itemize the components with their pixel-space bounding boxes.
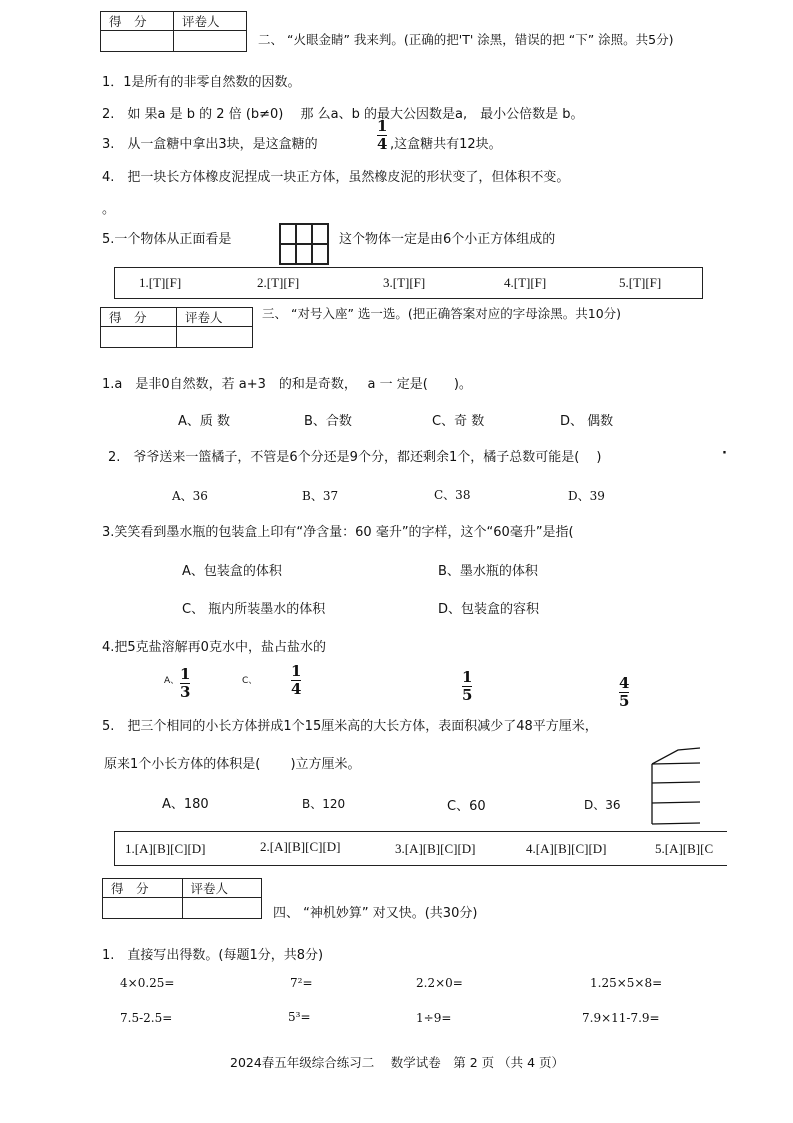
section2-question-3	[102, 133, 318, 152]
q3-option-c: C、 瓶内所装墨水的体积	[182, 602, 326, 617]
fraction-numerator: 1	[462, 668, 473, 686]
score-label: 得 分	[101, 308, 177, 327]
score-label: 得 分	[103, 879, 183, 898]
answer-3-tf[interactable]: 3.[T][F]	[383, 275, 426, 290]
answer-3-abcd[interactable]: 3.[A][B][C][D]	[395, 840, 476, 856]
question-3-text-before: 3. 从一盒糖中拿出3块，是这盒糖的	[102, 137, 318, 152]
fraction-denominator: 4	[377, 135, 388, 153]
stacked-cuboids-figure	[650, 744, 702, 826]
fraction-numerator: 4	[619, 674, 630, 692]
fraction-numerator: 1	[180, 665, 191, 683]
fraction-numerator: 1	[377, 117, 388, 135]
calc-row1-item2: 7²=	[290, 976, 313, 990]
q3-option-d: D、包装盒的容积	[438, 602, 540, 617]
answer-2-tf[interactable]: 2.[T][F]	[257, 275, 300, 290]
answer-5-tf[interactable]: 5.[T][F]	[619, 275, 662, 290]
score-cell[interactable]	[101, 327, 177, 348]
question-3-text-after: ,这盒糖共有12块。	[390, 137, 502, 152]
front-view-grid-figure	[279, 223, 329, 265]
calc-row1-item1: 4×0.25=	[120, 976, 175, 990]
section2-question-1: 1．1是所有的非零自然数的因数。	[102, 75, 301, 90]
q1-option-d: D、 偶数	[560, 414, 614, 429]
section3-question-5-line1: 5. 把三个相同的小长方体拼成1个15厘米高的大长方体，表面积减少了48平方厘米，	[102, 719, 598, 734]
score-table-section3	[100, 307, 253, 348]
page-footer: 2024春五年级综合练习二 数学试卷 第 2 页 （共 4 页）	[230, 1055, 565, 1070]
q5-option-d: D、36	[584, 798, 621, 812]
fraction-one-quarter	[377, 119, 387, 152]
q4-fraction-one-third	[180, 667, 190, 700]
calc-row1-item4: 1.25×5×8=	[590, 976, 663, 990]
answer-4-tf[interactable]: 4.[T][F]	[504, 275, 547, 290]
answer-5-abcd[interactable]: 5.[A][B][C	[655, 840, 714, 856]
q5-option-c: C、60	[447, 799, 486, 814]
section4-question-1: 1. 直接写出得数。(每题1分，共8分)	[102, 948, 324, 963]
grader-cell[interactable]	[182, 898, 262, 919]
q4-fraction-one-fifth	[462, 670, 472, 703]
q2-option-a: A、36	[172, 489, 208, 503]
fraction-denominator: 4	[291, 680, 302, 698]
score-table-section4	[102, 878, 262, 919]
q3-option-b: B、墨水瓶的体积	[438, 564, 538, 579]
calc-row2-item3: 1÷9=	[416, 1011, 452, 1025]
score-table-section2	[100, 11, 247, 52]
answer-1-tf[interactable]: 1.[T][F]	[139, 275, 182, 290]
fraction-denominator: 3	[180, 683, 191, 701]
section2-question-2: 2. 如 果a 是 b 的 2 倍 (b≠0) 那 么a、b 的最大公因数是a, 最小公倍数是 b。	[102, 107, 584, 122]
q4-label-a: A、	[164, 676, 180, 686]
grader-cell[interactable]	[174, 31, 247, 52]
section2-answer-sheet	[114, 267, 703, 299]
q1-option-a: A、质 数	[178, 414, 231, 429]
grader-label: 评卷人	[182, 879, 262, 898]
section3-title: 三、 “对号入座” 选一选。(把正确答案对应的字母涂黑。共10分)	[262, 306, 622, 321]
answer-1-abcd[interactable]: 1.[A][B][C][D]	[125, 840, 206, 856]
section3-question-2: 2. 爷爷送来一篮橘子，不管是6个分还是9个分，都还剩余1个，橘子总数可能是( )	[108, 450, 602, 465]
q4-fraction-one-quarter	[291, 664, 301, 697]
q2-option-d: D、39	[568, 489, 605, 503]
question-5-text-before: 5.一个物体从正面看是	[102, 232, 232, 247]
question-5-text-after: 这个物体一定是由6个小正方体组成的	[339, 232, 556, 247]
section3-answer-sheet	[114, 831, 727, 866]
stray-mark: 。	[102, 202, 116, 217]
calc-row2-item2: 5³=	[288, 1010, 311, 1024]
calc-row2-item4: 7.9×11-7.9=	[582, 1011, 660, 1025]
fraction-denominator: 5	[462, 686, 473, 704]
q1-option-b: B、合数	[304, 414, 352, 429]
q2-option-c: C、38	[434, 488, 471, 502]
q1-option-c: C、奇 数	[432, 414, 485, 429]
section3-question-4: 4.把5克盐溶解再0克水中，盐占盐水的	[102, 640, 326, 655]
stray-dot: ·	[722, 446, 727, 461]
grader-cell[interactable]	[177, 327, 253, 348]
q4-fraction-four-fifths	[619, 676, 629, 709]
q5-option-b: B、120	[302, 797, 346, 811]
section3-question-5-line2: 原来1个小长方体的体积是( )立方厘米。	[104, 757, 361, 772]
section3-question-3: 3.笑笑看到墨水瓶的包装盒上印有“净含量：60 毫升”的字样，这个“60毫升”是指(	[102, 525, 574, 540]
score-label: 得 分	[101, 12, 174, 31]
fraction-numerator: 1	[291, 662, 302, 680]
fraction-denominator: 5	[619, 692, 630, 710]
answer-2-abcd[interactable]: 2.[A][B][C][D]	[260, 839, 341, 854]
calc-row1-item3: 2.2×0=	[416, 976, 463, 990]
section2-title: 二、 “火眼金睛” 我来判。(正确的把'T' 涂黑，错误的把 “下” 涂照。共5分)	[258, 32, 674, 47]
q3-option-a: A、包装盒的体积	[182, 564, 282, 579]
q2-option-b: B、37	[302, 489, 339, 503]
calc-row2-item1: 7.5-2.5=	[120, 1011, 173, 1025]
section4-title: 四、 “神机妙算” 对又快。(共30分)	[273, 906, 478, 921]
grader-label: 评卷人	[177, 308, 253, 327]
score-cell[interactable]	[103, 898, 183, 919]
score-cell[interactable]	[101, 31, 174, 52]
section3-question-1: 1.a 是非0自然数，若 a+3 的和是奇数， a 一 定是( )。	[102, 377, 472, 392]
q4-label-c: C、	[242, 676, 258, 686]
grader-label: 评卷人	[174, 12, 247, 31]
answer-4-abcd[interactable]: 4.[A][B][C][D]	[526, 840, 607, 856]
q5-option-a: A、180	[162, 797, 209, 812]
section2-question-4: 4. 把一块长方体橡皮泥捏成一块正方体，虽然橡皮泥的形状变了，但体积不变。	[102, 170, 570, 185]
